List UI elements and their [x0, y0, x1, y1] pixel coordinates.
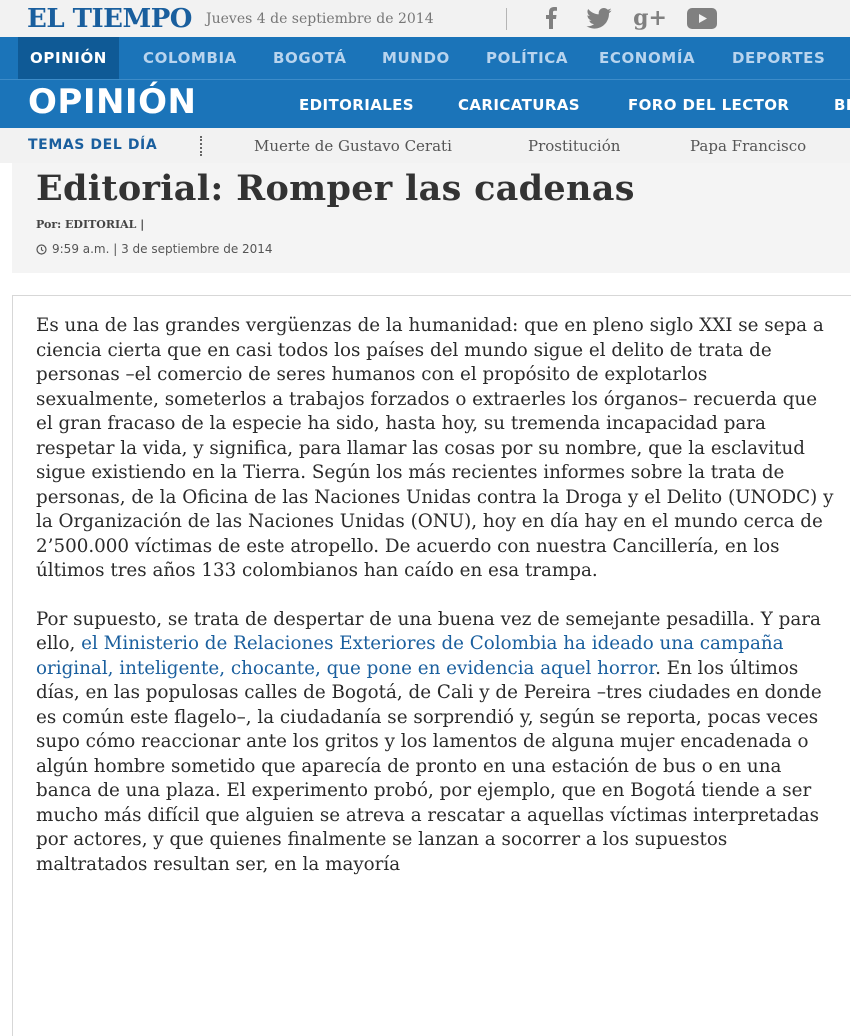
- nav-colombia[interactable]: COLOMBIA: [143, 49, 237, 67]
- article-title: Editorial: Romper las cadenas: [36, 168, 635, 209]
- nav-mundo[interactable]: MUNDO: [382, 49, 450, 67]
- article-paragraph: Es una de las grandes vergüenzas de la humanidad: que en pleno siglo XXI se sepa a ciencia cierta que en casi todos los países del mundo sigue el delito de trata de personas –el comercio de seres humanos con el propósito de explotarlos sexualmente, someterlos a trabajos forzados o extraerles los órganos– recuerda que el gran fracaso de la especie ha sido, hasta hoy, su tremenda incapacidad para respetar la vida, y significa, para llamar las cosas por su nombre, que la esclavitud sigue existiendo en la Tierra. Según los más recientes informes sobre la trata de personas, de la Oficina de las Naciones Unidas contra la Droga y el Delito (UNODC) y la Organización de las Naciones Unidas (ONU), hoy en día hay en el mundo cerca de 2’500.000 víctimas de este atropello. De acuerdo con nuestra Cancillería, en los últimos tres años 133 colombianos han caído en esa trampa.: [36, 315, 834, 581]
- main-nav: [0, 37, 850, 79]
- topic-link[interactable]: Muerte de Gustavo Cerati: [254, 137, 452, 155]
- subnav-editoriales[interactable]: EDITORIALES: [299, 96, 415, 114]
- site-logo[interactable]: EL TIEMPO: [27, 4, 192, 34]
- nav-deportes[interactable]: DEPORTES: [732, 49, 826, 67]
- divider: [506, 8, 507, 30]
- article-paragraph: [36, 608, 836, 878]
- subnav-foro-del-lector[interactable]: FORO DEL LECTOR: [628, 96, 790, 114]
- facebook-icon[interactable]: [540, 6, 562, 30]
- byline-label: Por:: [36, 218, 62, 231]
- paragraph-text: Por supuesto, se trata de despertar de una buena vez de semejante pesadilla. Y para ello,: [36, 608, 821, 654]
- topic-link[interactable]: Prostitución: [528, 137, 621, 155]
- current-date: Jueves 4 de septiembre de 2014: [206, 11, 434, 27]
- subnav-caricaturas[interactable]: CARICATURAS: [458, 96, 580, 114]
- google-plus-icon[interactable]: [633, 6, 667, 30]
- nav-opinion[interactable]: OPINIÓN: [18, 37, 119, 79]
- nav-bogota[interactable]: BOGOTÁ: [273, 49, 347, 67]
- nav-economia[interactable]: ECONOMÍA: [599, 49, 696, 67]
- article-body: [36, 314, 836, 901]
- topics-divider: [200, 136, 204, 156]
- top-bar: [0, 0, 850, 37]
- subnav-blogs[interactable]: BL: [834, 96, 856, 114]
- youtube-icon[interactable]: [686, 6, 718, 30]
- author-name[interactable]: EDITORIAL |: [65, 218, 145, 231]
- publish-time-text: 9:59 a.m. | 3 de septiembre de 2014: [52, 242, 273, 256]
- publish-time: [36, 242, 273, 256]
- section-bar: [0, 79, 856, 128]
- section-title[interactable]: OPINIÓN: [28, 82, 197, 122]
- twitter-icon[interactable]: [585, 6, 613, 30]
- campaign-link[interactable]: el Ministerio de Relaciones Exteriores de Colombia ha ideado una campaña original, inteligente, chocante, que pone en evidencia aquel horror: [36, 633, 784, 679]
- clock-icon: [36, 244, 47, 255]
- byline: [36, 218, 144, 231]
- topics-bar: [0, 128, 850, 163]
- google-plus-label: g+: [633, 5, 667, 31]
- topics-label: TEMAS DEL DÍA: [28, 137, 158, 153]
- topic-link[interactable]: Papa Francisco: [690, 137, 807, 155]
- paragraph-text: . En los últimos días, en las populosas calles de Bogotá, de Cali y de Pereira –tres ciudades en donde es común este flagelo–, la ciudadanía se sorprendió y, según se reporta, pocas veces supo cómo reaccionar ante los gritos y los lamentos de alguna mujer encadenada o algún hombre sometido que aparecía de pronto en una estación de bus o en una banca de una plaza. El experimento probó, por ejemplo, que en Bogotá tiende a ser mucho más difícil que alguien se atreva a rescatar a aquellas víctimas interpretadas por actores, y que quienes finalmente se lanzan a socorrer a los supuestos maltratados resultan ser, en la mayoría: [36, 657, 822, 875]
- nav-politica[interactable]: POLÍTICA: [486, 49, 569, 67]
